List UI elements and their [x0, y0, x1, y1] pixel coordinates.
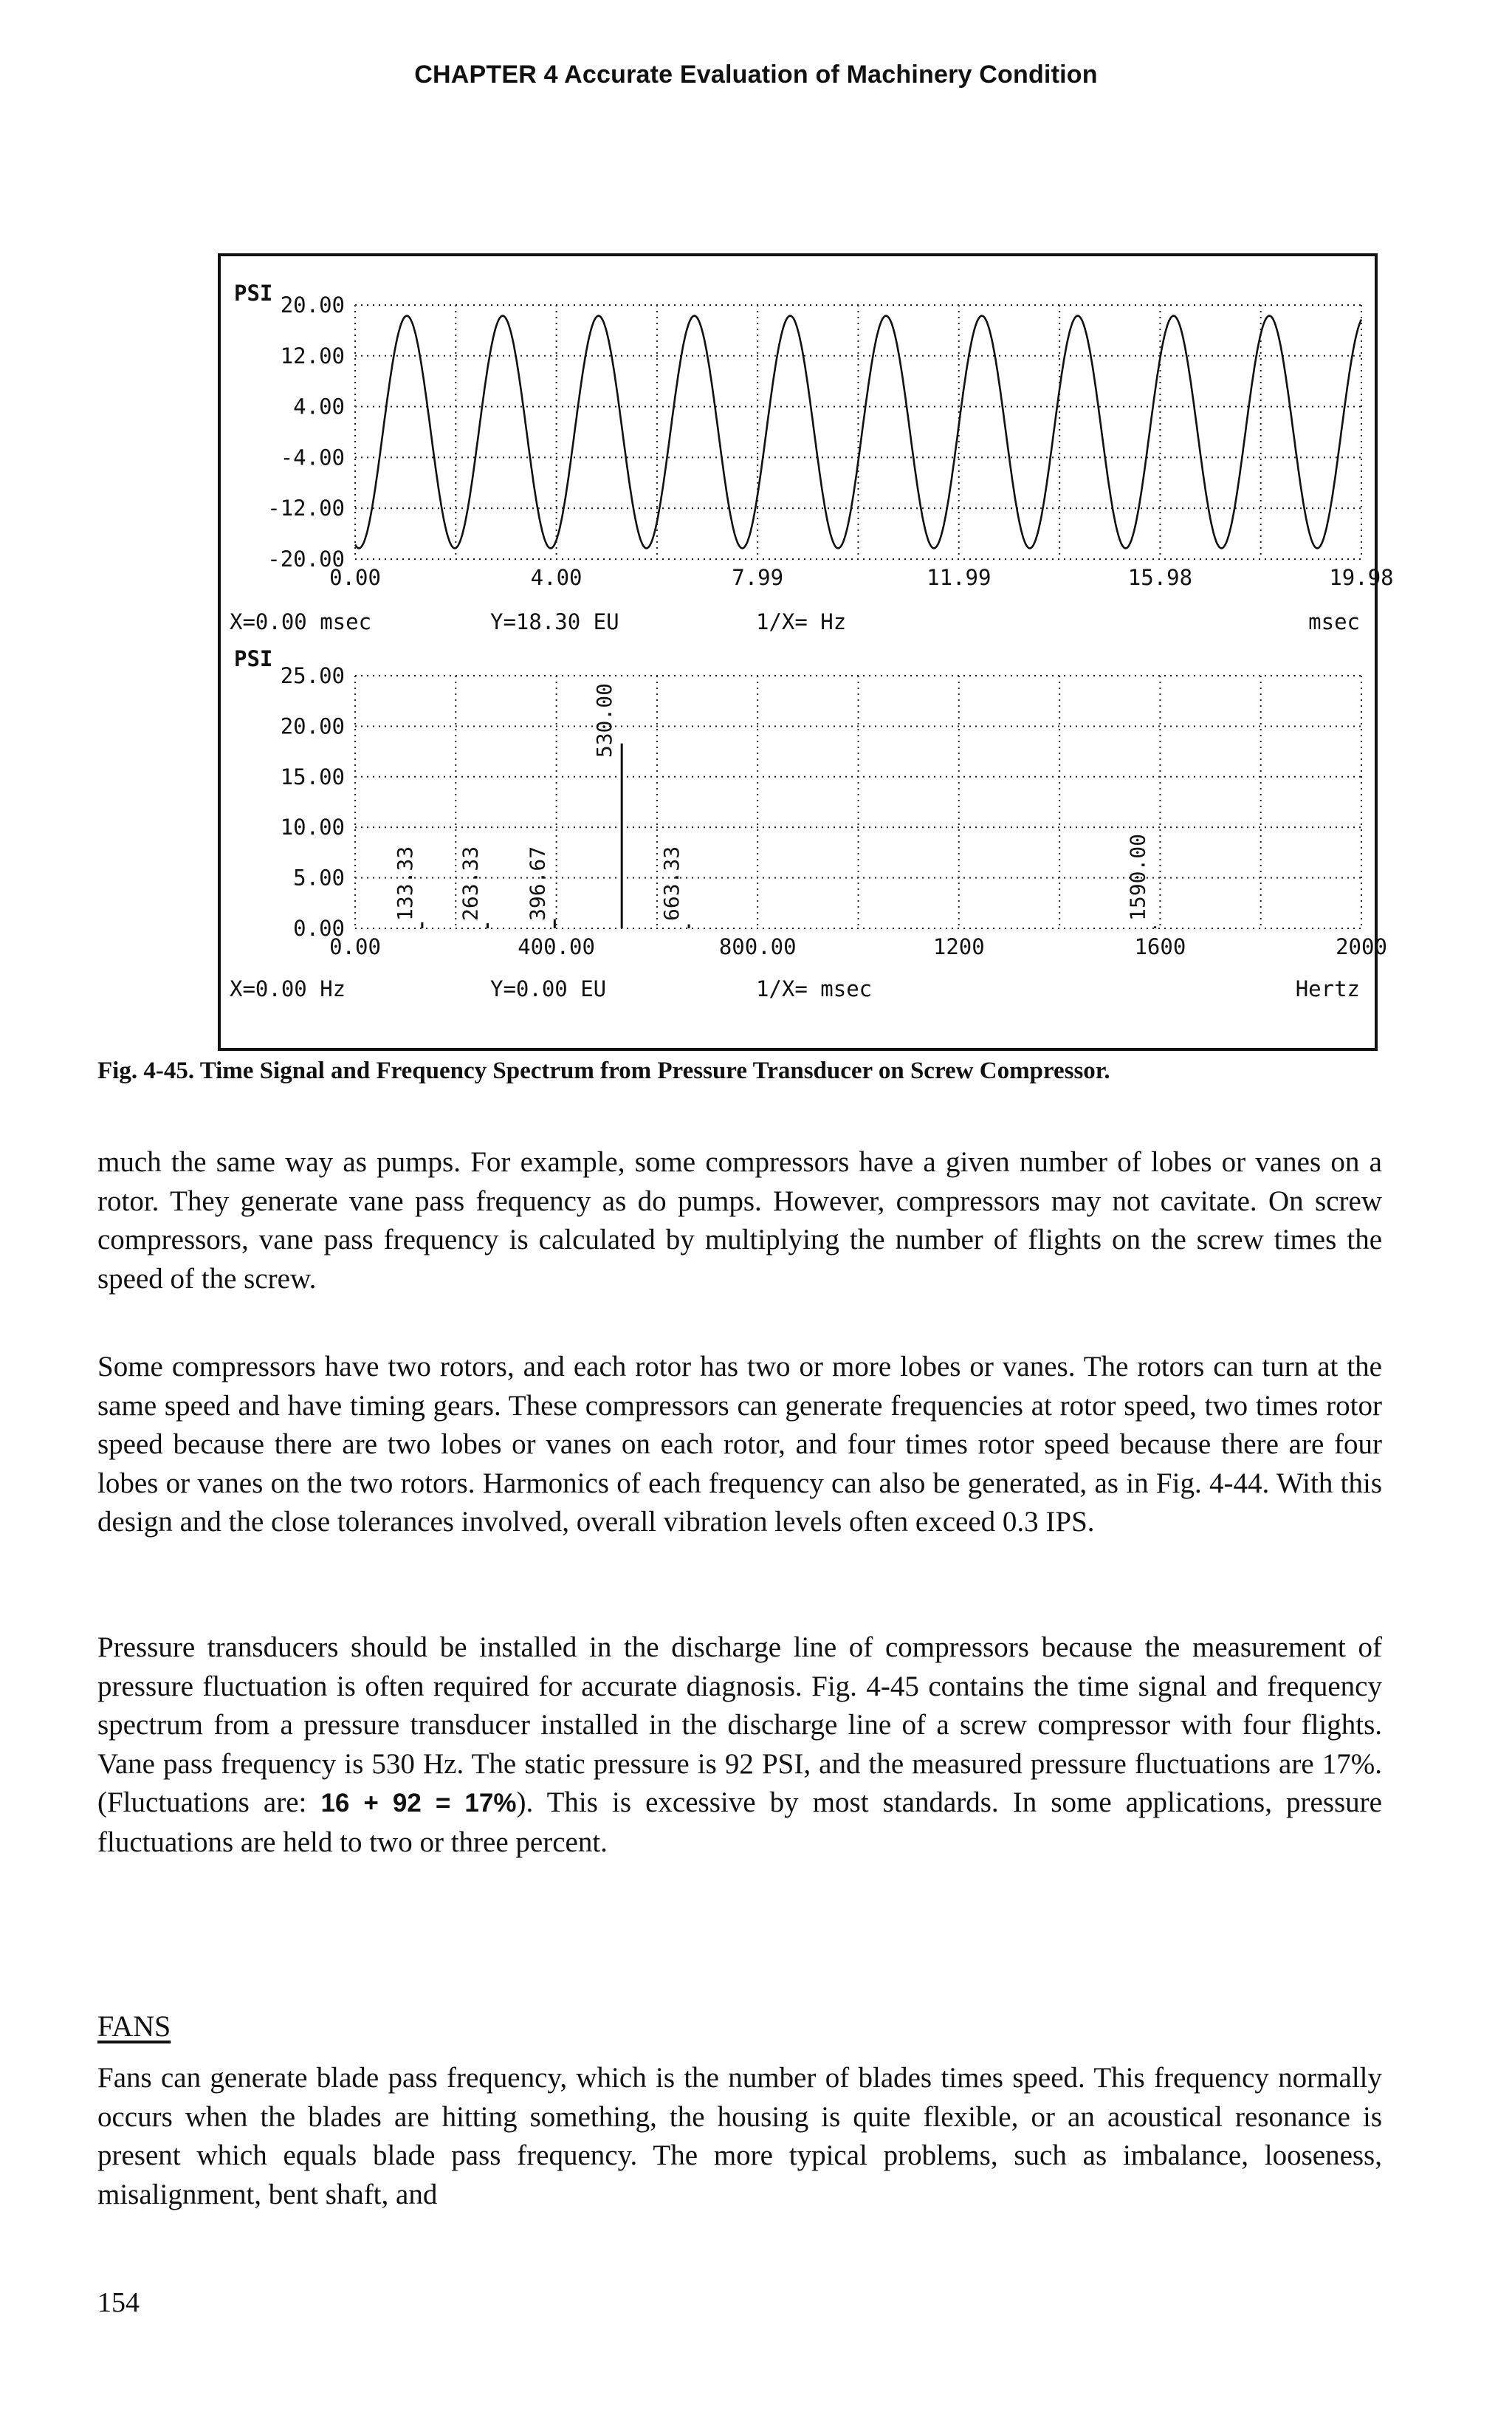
time-x-unit: msec — [1308, 609, 1360, 634]
spectrum-peak-label: 396.67 — [525, 846, 550, 921]
spectrum-peak-label: 663.33 — [659, 846, 684, 921]
time-y-tick-label: -20.00 — [267, 547, 345, 572]
page-number: 154 — [97, 2287, 140, 2318]
paragraph-3 — [97, 1628, 1382, 1862]
paragraph-1: much the same way as pumps. For example, some compressors have a given number of lobes or vanes on a rotor. They generate vane pass frequency as do pumps. However, compressors may not cavitate. On screw compressors, vane pass frequency is calculated by multiplying the number of flights on the screw times the speed of the screw. — [97, 1146, 1382, 1295]
time-y-tick-label: -12.00 — [267, 496, 345, 521]
time-unit-label: PSI — [234, 281, 273, 306]
spectrum-y-tick-label: 15.00 — [280, 764, 345, 789]
spectrum-peak-label: 133.33 — [392, 846, 417, 921]
paragraph-4: Fans can generate blade pass frequency, which is the number of blades times speed. This frequency normally occurs when the blades are hitting something, the housing is quite flexible, or an acoustical resonance is present which equals blade pass frequency. The more typical problems, such as imbalance, looseness, misalignment, bent shaft, and — [97, 2062, 1382, 2210]
paragraph-3-start: Pressure transducers should be installed in the discharge line of compressors because the measurement of pressure fluctuation is often required for accurate diagnosis. Fig. 4-45 contains the time signal and frequency spectrum from a pressure transducer installed in the discharge line of a screw compressor with four flights. Vane pass frequency is 530 Hz. The static pressure is 92 PSI, and the measured pressure fluctuations are 17%. (Fluctuations are: — [97, 1631, 1382, 1818]
spectrum-y-tick-label: 5.00 — [293, 865, 345, 891]
spectrum-status-right: 1/X= msec — [756, 976, 873, 1001]
spectrum-y-tick-label: 25.00 — [280, 663, 345, 688]
chapter-header: CHAPTER 4 Accurate Evaluation of Machinery Condition — [414, 61, 1098, 89]
figure-caption: Fig. 4-45. Time Signal and Frequency Spectrum from Pressure Transducer on Screw Compressor. — [97, 1058, 1110, 1084]
spectrum-status-left: X=0.00 Hz — [230, 976, 346, 1001]
time-status-left: X=0.00 msec — [230, 609, 372, 634]
time-y-tick-label: 4.00 — [293, 394, 345, 419]
spectrum-x-tick-label: 1200 — [932, 934, 985, 959]
spectrum-peak-label: 1590.00 — [1125, 833, 1150, 921]
spectrum-x-tick-label: 1600 — [1134, 934, 1186, 959]
spectrum-x-tick-label: 800.00 — [718, 934, 797, 959]
time-status-right: 1/X= Hz — [756, 609, 847, 634]
spectrum-peak-label: 530.00 — [592, 683, 617, 758]
time-x-tick-label: 0.00 — [329, 565, 381, 590]
spectrum-peak-label: 263.33 — [458, 846, 483, 921]
time-x-tick-label: 4.00 — [530, 565, 583, 590]
spectrum-x-tick-label: 0.00 — [329, 934, 381, 959]
time-status-mid: Y=18.30 EU — [490, 609, 619, 634]
time-x-tick-label: 11.99 — [927, 565, 992, 590]
spectrum-x-unit: Hertz — [1295, 976, 1360, 1001]
paragraph-2: Some compressors have two rotors, and each rotor has two or more lobes or vanes. The rotors can turn at the same speed and have timing gears. These compressors can generate frequencies at rotor speed, two times rotor speed because there are two lobes or vanes on each rotor, and four times rotor speed because there are four lobes or vanes on the two rotors. Harmonics of each frequency can also be generated, as in Fig. 4-44. With this design and the close tolerances involved, overall vibration levels often exceed 0.3 IPS. — [97, 1351, 1382, 1538]
section-heading-fans: FANS — [97, 2010, 171, 2043]
fluctuation-formula: 16 + 92 = 17% — [320, 1789, 517, 1817]
spectrum-y-tick-label: 0.00 — [293, 916, 345, 941]
time-x-tick-label: 19.98 — [1329, 565, 1394, 590]
time-y-tick-label: -4.00 — [280, 445, 345, 470]
spectrum-x-tick-label: 400.00 — [518, 934, 595, 959]
time-x-tick-label: 15.98 — [1127, 565, 1193, 590]
spectrum-y-tick-label: 10.00 — [280, 815, 345, 840]
time-y-tick-label: 20.00 — [280, 292, 345, 318]
figure-plots — [221, 256, 1394, 1048]
spectrum-status-mid: Y=0.00 EU — [490, 976, 607, 1001]
paragraph-3-end: ). This is excessive by most standards. In some applications, pressure fluctuations are held to two or three percent. — [97, 1786, 1382, 1858]
time-y-tick-label: 12.00 — [280, 343, 345, 369]
spectrum-y-tick-label: 20.00 — [280, 713, 345, 739]
time-x-tick-label: 7.99 — [732, 565, 784, 590]
spectrum-x-tick-label: 2000 — [1336, 934, 1387, 959]
figure-frame — [218, 253, 1394, 1051]
spectrum-unit-label: PSI — [234, 646, 273, 671]
time-signal-line — [355, 316, 1361, 549]
